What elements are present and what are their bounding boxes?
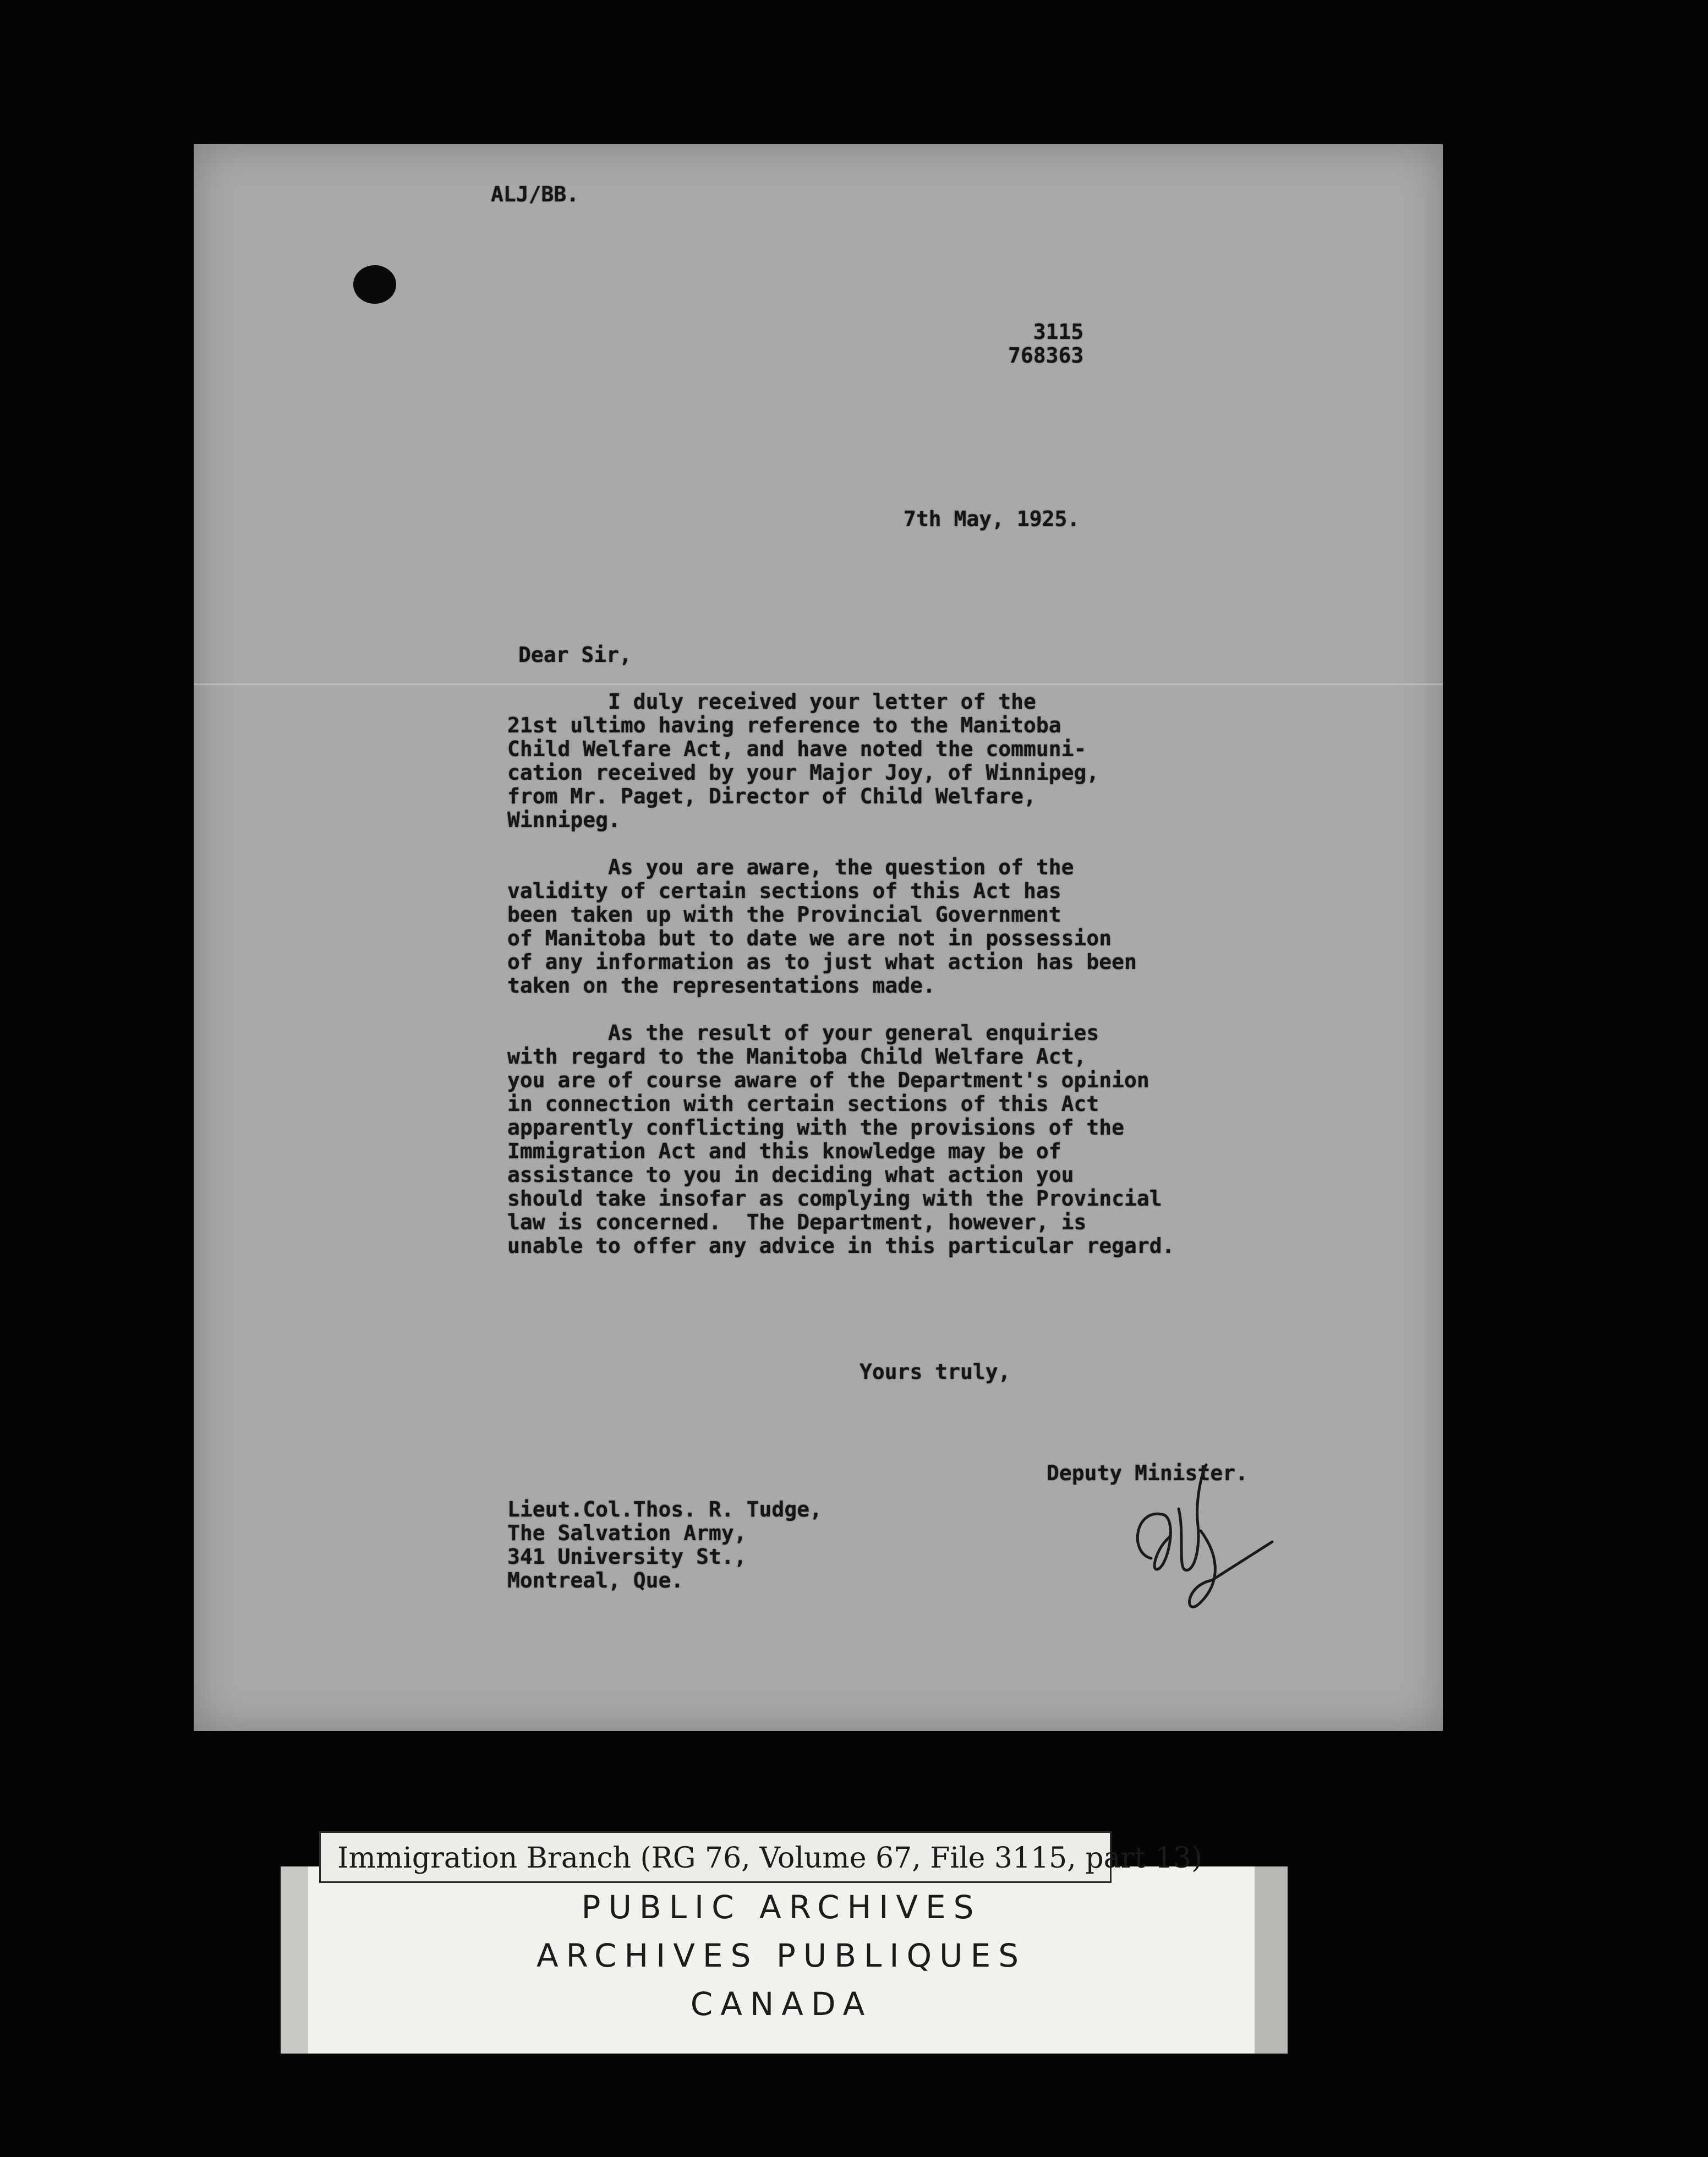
closing: Yours truly,	[860, 1360, 1011, 1384]
letter-date: 7th May, 1925.	[904, 507, 1080, 531]
signatory-title: Deputy Minister.	[1047, 1461, 1249, 1485]
archives-line-country: CANADA	[690, 1985, 873, 2023]
fold-line	[194, 683, 1443, 685]
archives-line-french: ARCHIVES PUBLIQUES	[536, 1937, 1027, 1974]
salutation: Dear Sir,	[518, 643, 632, 667]
letter-body	[507, 690, 1175, 1258]
stamp-edge	[281, 1866, 308, 2054]
handwritten-signature	[1118, 1443, 1283, 1619]
stamp-edge	[1255, 1866, 1288, 2054]
archive-reference-text: Immigration Branch (RG 76, Volume 67, File 3115, part 13)	[337, 1842, 1203, 1875]
letter-page	[194, 144, 1443, 1731]
file-subnumber: 768363	[1008, 343, 1084, 368]
recipient-address: Lieut.Col.Thos. R. Tudge, The Salvation Army, 341 University St., Montreal, Que.	[507, 1497, 822, 1592]
punch-hole	[353, 265, 396, 304]
paragraph: I duly received your letter of the 21st ultimo having reference to the Manitoba Child Welfare Act, and have noted the communi- cation received by your Major Joy, of Winnipeg, from Mr. Paget, Director of Child Welfare, Winnipeg.	[507, 689, 1099, 832]
paragraph: As the result of your general enquiries with regard to the Manitoba Child Welfare Act, you are of course aware of the Department's opinion in connection with certain sections of this Act apparently conflicting with the provisions of the Immigration Act and this knowledge may be of assistance to you in deciding what action you should take insofar as complying with the Provincial law is concerned. The Department, however, is unable to offer any advice in this particular regard.	[507, 1021, 1175, 1258]
file-reference	[1008, 320, 1083, 368]
archives-stamp	[308, 1866, 1255, 2054]
paragraph: As you are aware, the question of the validity of certain sections of this Act has been taken up with the Provincial Government of Manitoba but to date we are not in possession of any information as to just what action has been taken on the representations made.	[507, 855, 1137, 998]
file-number: 3115	[1033, 320, 1084, 344]
archives-line-english: PUBLIC ARCHIVES	[581, 1888, 982, 1926]
archive-reference-label	[319, 1831, 1203, 1883]
typist-initials: ALJ/BB.	[491, 182, 579, 206]
